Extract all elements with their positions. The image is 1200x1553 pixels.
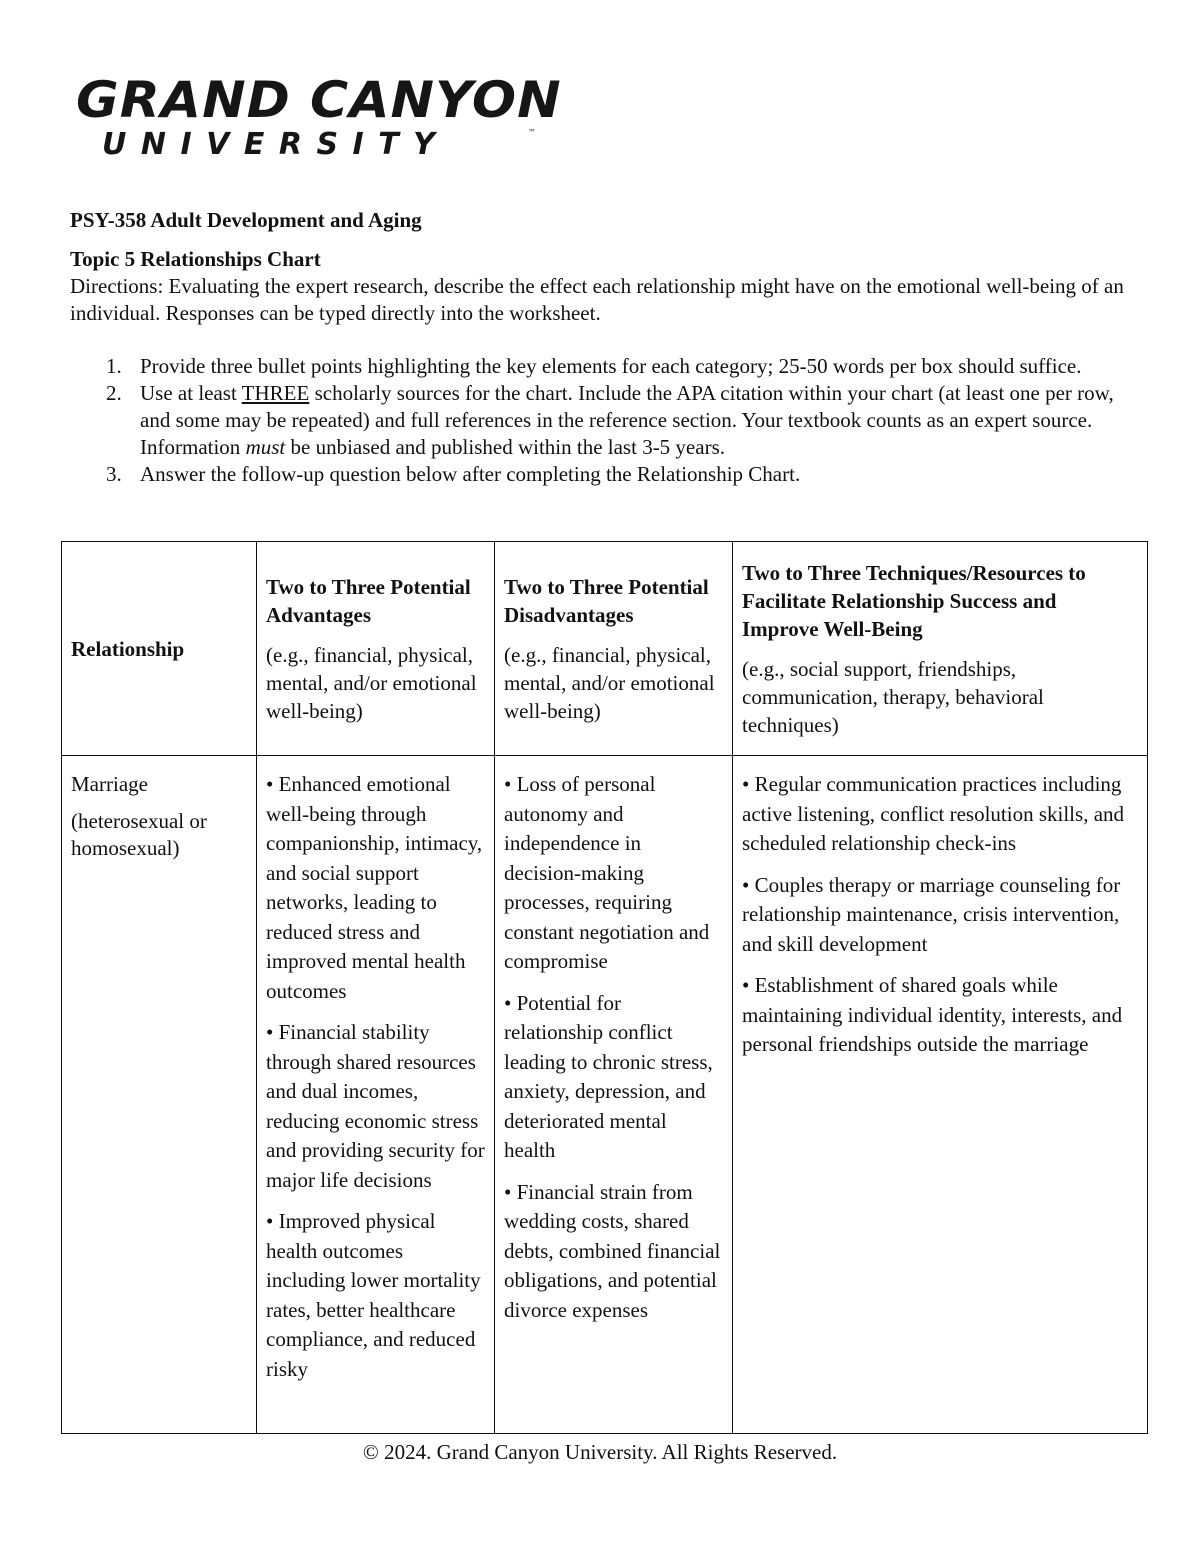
technique-bullet: • Regular communication practices including active listening, conflict resolution skills, and scheduled relationship check-ins <box>742 772 1125 855</box>
technique-bullet: • Couples therapy or marriage counseling for relationship maintenance, crisis intervention, and skill development <box>742 872 1121 956</box>
disadvantage-bullet: • Financial strain from wedding costs, shared debts, combined financial obligations, and potential divorce expenses <box>504 1179 721 1322</box>
disadvantage-bullet: • Loss of personal autonomy and independence in decision-making processes, requiring constant negotiation and compromise <box>504 772 710 973</box>
header-disadvantages <box>495 542 733 756</box>
topic-title: Topic 5 Relationships Chart <box>70 247 321 271</box>
header-title: Two to Three Techniques/Resources to Facilitate Relationship Success and Improve Well-Being <box>742 560 1086 641</box>
instruction-text: Answer the follow-up question below after completing the Relationship Chart. <box>140 462 801 486</box>
instruction-number: 1. <box>106 354 122 378</box>
instruction-text-part: scholarly sources for the chart. Include the APA citation within your chart (at least one per row, and some may be repeated) and full references in the reference section. Your textbook counts as an expert source. Information <box>140 381 1114 459</box>
logo-wordmark-top: GRAND CANYON <box>76 71 562 129</box>
university-logo <box>76 71 562 168</box>
directions-text: Directions: Evaluating the expert research, describe the effect each relationship might have on the emotional well-being of an individual. Responses can be typed directly into the worksheet. <box>70 274 1124 325</box>
instruction-number: 2. <box>106 381 122 405</box>
table-row[interactable] <box>62 756 1148 1434</box>
advantages-content <box>266 770 485 1432</box>
technique-bullet: • Establishment of shared goals while maintaining individual identity, interests, and personal friendships outside the marriage <box>742 973 1123 1056</box>
cell-techniques[interactable] <box>733 756 1148 1434</box>
advantage-bullet: • Financial stability through shared resources and dual incomes, reducing economic stress and providing security for major life decisions <box>266 1020 485 1192</box>
header-title: Two to Three Potential Advantages <box>266 574 471 627</box>
course-title: PSY-358 Adult Development and Aging <box>70 208 422 232</box>
trademark-symbol: ™ <box>528 128 536 137</box>
cell-advantages[interactable] <box>257 756 495 1434</box>
instruction-text: Provide three bullet points highlighting the key elements for each category; 25-50 words per box should suffice. <box>140 354 1082 378</box>
header-relationship <box>62 542 257 756</box>
instruction-list <box>70 353 1130 488</box>
cell-disadvantages[interactable] <box>495 756 733 1434</box>
header-hint: (e.g., social support, friendships, communication, therapy, behavioral techniques) <box>742 656 1044 737</box>
disadvantage-bullet: • Potential for relationship conflict leading to chronic stress, anxiety, depression, and deteriorated mental health <box>504 990 713 1162</box>
instruction-item <box>70 353 1130 380</box>
cell-relationship[interactable] <box>62 756 257 1434</box>
emphasis-underlined: THREE <box>241 381 310 405</box>
copyright-footer: © 2024. Grand Canyon University. All Rights Reserved. <box>362 1440 838 1464</box>
relationship-name: Marriage <box>71 772 148 796</box>
instruction-item <box>70 380 1130 461</box>
instruction-text-part: be unbiased and published within the last 3-5 years. <box>285 435 725 459</box>
table-header-row <box>62 542 1148 756</box>
header-title: Relationship <box>71 636 185 661</box>
instruction-text-part: Use at least <box>140 381 242 405</box>
advantage-bullet: • Enhanced emotional well-being through companionship, intimacy, and social support networks, leading to reduced stress and improved mental health outcomes <box>266 772 483 1003</box>
instruction-number: 3. <box>106 462 122 486</box>
instruction-item <box>70 461 1130 488</box>
emphasis-italic: must <box>245 435 286 459</box>
header-hint: (e.g., financial, physical, mental, and/or emotional well-being) <box>504 642 715 723</box>
advantage-bullet: • Improved physical health outcomes including lower mortality rates, better healthcare compliance, and reduced risky <box>266 1209 481 1381</box>
logo-wordmark-bottom: UNIVERSITY <box>102 127 450 162</box>
relationship-qualifier: (heterosexual or homosexual) <box>71 809 207 860</box>
header-title: Two to Three Potential Disadvantages <box>504 574 709 627</box>
relationships-chart <box>61 541 1148 1434</box>
header-hint: (e.g., financial, physical, mental, and/or emotional well-being) <box>266 642 477 723</box>
header-techniques <box>733 542 1148 756</box>
header-advantages <box>257 542 495 756</box>
